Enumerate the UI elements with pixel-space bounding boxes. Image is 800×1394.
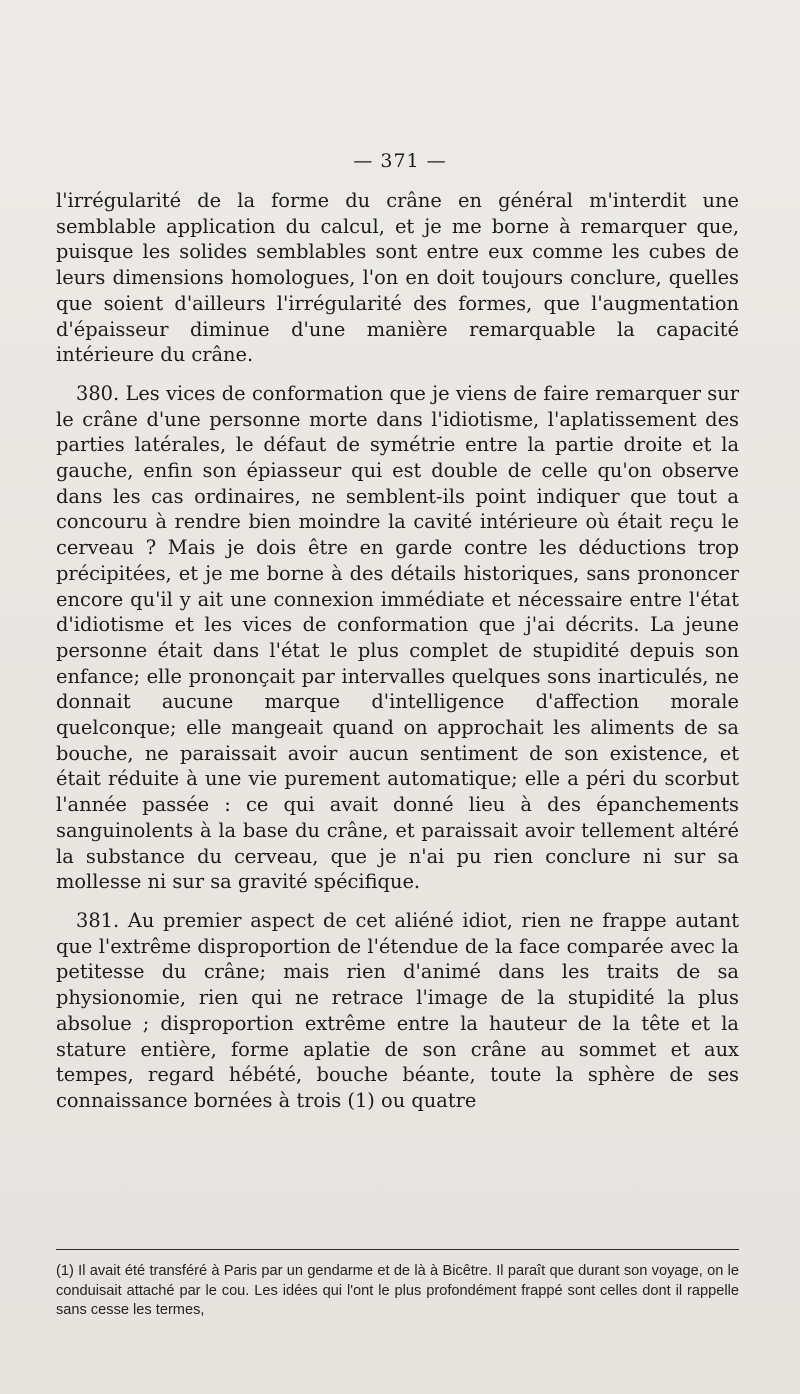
body-text: [56, 188, 739, 1114]
footnote: [56, 1262, 739, 1321]
footnote-divider: [56, 1249, 739, 1250]
footnote-text: (1) Il avait été transféré à Paris par un gendarme et de là à Bicêtre. Il paraît que durant son voyage, on le conduisait attaché par le cou. Les idées qui l'ont le plus profondément frappé sont celles dont il rappelle sans cesse les termes,: [56, 1263, 739, 1318]
paragraph-381: 381. Au premier aspect de cet aliéné idiot, rien ne frappe autant que l'extrême disproportion de l'étendue de la face comparée avec la petitesse du crâne; mais rien d'animé dans les traits de sa physionomie, rien qui ne retrace l'image de la stupidité la plus absolue ; disproportion extrême entre la hauteur de la tête et la stature entière, forme aplatie de son crâne au sommet et aux tempes, regard hébété, bouche béante, toute la sphère de ses connaissance bornées à trois (1) ou quatre: [56, 908, 739, 1112]
paragraph-380: 380. Les vices de conformation que je viens de faire remarquer sur le crâne d'une personne morte dans l'idiotisme, l'aplatissement des parties latérales, le défaut de symétrie entre la partie droite et la gauche, enfin son épiasseur qui est double de celle qu'on observe dans les cas ordinaires, ne semblent-ils point indiquer que tout a concouru à rendre bien moindre la cavité intérieure où était reçu le cerveau ? Mais je dois être en garde contre les déductions trop précipitées, et je me borne à des détails historiques, sans prononcer encore qu'il y ait une connexion immédiate et nécessaire entre l'état d'idiotisme et les vices de conformation que j'ai décrits. La jeune personne était dans l'état le plus complet de stupidité depuis son enfance; elle prononçait par intervalles quelques sons inarticulés, ne donnait aucune marque d'intelligence d'affection morale quelconque; elle mangeait quand on approchait les aliments de sa bouche, ne paraissait avoir aucun sentiment de son existence, et était réduite à une vie purement automatique; elle a péri du scorbut l'année passée : ce qui avait donné lieu à des épanchements sanguinolents à la base du crâne, et paraissait avoir tellement altéré la substance du cerveau, que je n'ai pu rien conclure ni sur sa mollesse ni sur sa gravité spécifique.: [56, 381, 739, 894]
paragraph-continuation: l'irrégularité de la forme du crâne en général m'interdit une semblable application du calcul, et je me borne à remarquer que, puisque les solides semblables sont entre eux comme les cubes de leurs dimensions homologues, l'on en doit toujours conclure, quelles que soient d'ailleurs l'irrégularité des formes, que l'augmentation d'épaisseur diminue d'une manière remarquable la capacité intérieure du crâne.: [56, 189, 739, 367]
page-number: — 371 —: [353, 150, 447, 172]
